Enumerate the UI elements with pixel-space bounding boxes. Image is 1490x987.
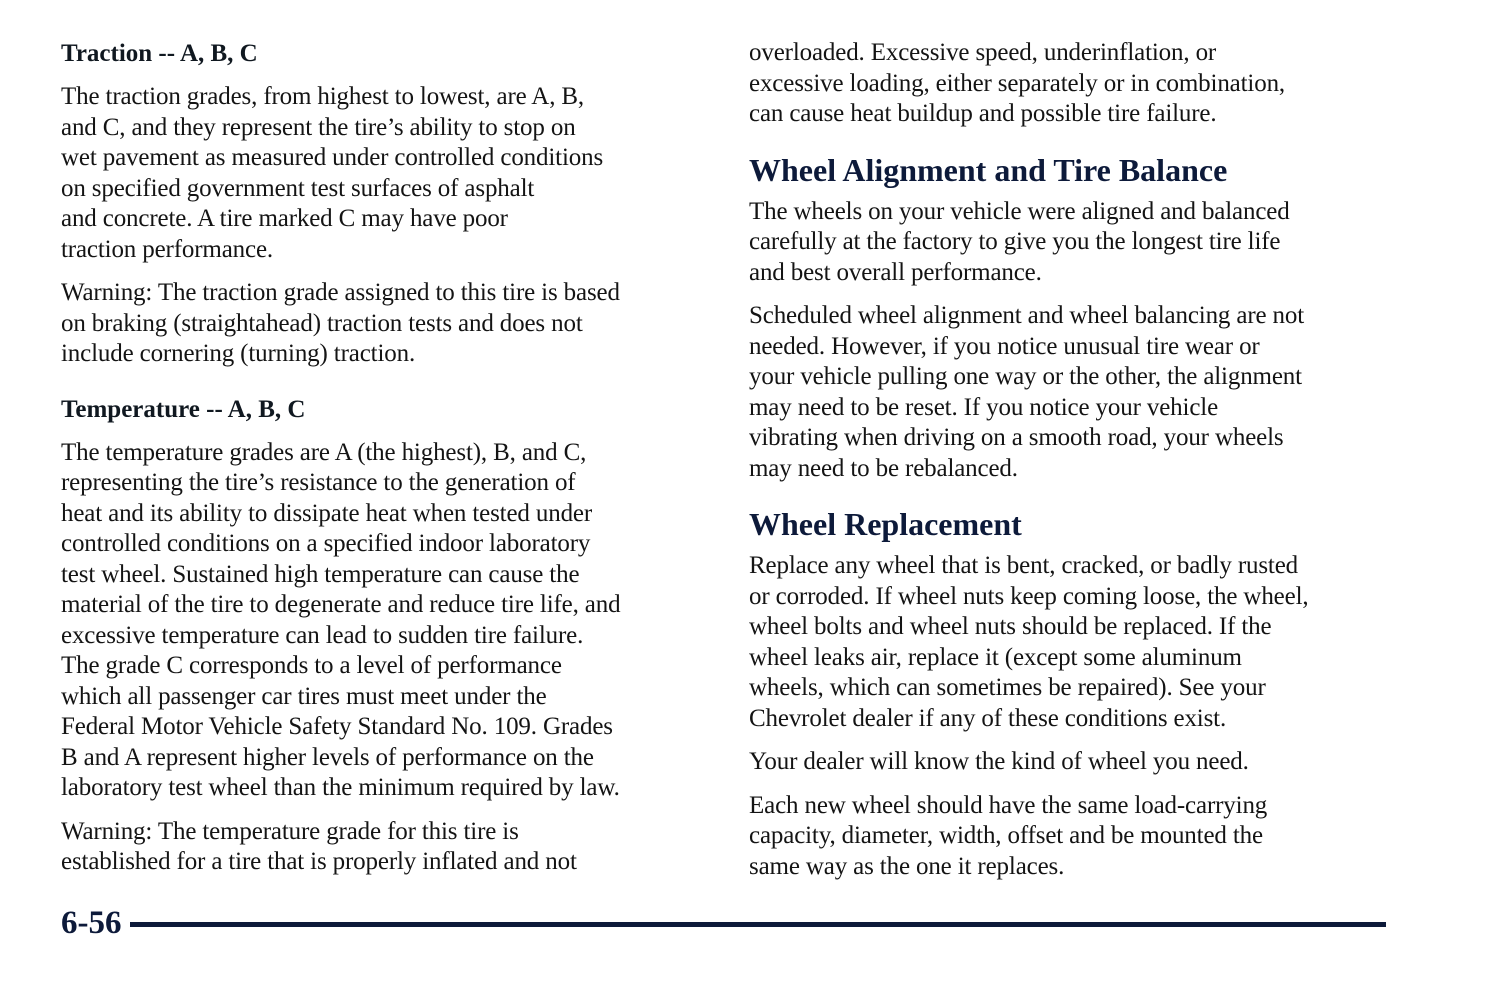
left-column (61, 38, 713, 878)
footer-rule (130, 922, 1387, 927)
page-footer (61, 902, 1386, 944)
right-column (749, 38, 1399, 882)
continuation-paragraph: overloaded. Excessive speed, underinflation, or excessive loading, either separately or in combination, can cause heat buildup and possible tire failure. (749, 39, 1286, 127)
page-number: 6-56 (61, 904, 122, 941)
replacement-paragraph-1: Replace any wheel that is bent, cracked, or badly rusted or corroded. If wheel nuts keep coming loose, the wheel, wheel bolts and wheel nuts should be replaced. If the wheel leaks air, replace it (except some aluminum wheels, which can sometimes be repaired). See your Chevrolet dealer if any of these conditions exist. (749, 552, 1309, 732)
replacement-paragraph-3: Each new wheel should have the same load-carrying capacity, diameter, width, offset and be mounted the same way as the one it replaces. (749, 791, 1268, 880)
temperature-warning: Warning: The temperature grade for this tire is established for a tire that is properly inflated and not (61, 817, 577, 875)
alignment-paragraph-1: The wheels on your vehicle were aligned and balanced carefully at the factory to give you the longest tire life and best overall performance. (749, 197, 1290, 286)
traction-paragraph: The traction grades, from highest to lowest, are A, B, and C, and they represent the tire’s ability to stop on wet pavement as measured under controlled conditions on specified government test surfaces of asphalt and concrete. A tire marked C may have poor traction performance. (61, 83, 604, 263)
traction-warning: Warning: The traction grade assigned to this tire is based on braking (straightahead) traction tests and does not include cornering (turning) traction. (61, 279, 620, 367)
replacement-paragraph-2: Your dealer will know the kind of wheel you need. (749, 748, 1249, 775)
traction-heading: Traction -- A, B, C (61, 40, 258, 67)
temperature-paragraph: The temperature grades are A (the highest), B, and C, representing the tire’s resistance to the generation of heat and its ability to dissipate heat when tested under controlled conditions on a specified indoor laboratory test wheel. Sustained high temperature can cause the material of the tire to degenerate and reduce tire life, and excessive temperature can lead to sudden tire failure. The grade C corresponds to a level of performance which all passenger car tires must meet under the Federal Motor Vehicle Safety Standard No. 109. Grades B and A represent higher levels of performance on the laboratory test wheel than the minimum required by law. (61, 438, 621, 801)
alignment-paragraph-2: Scheduled wheel alignment and wheel balancing are not needed. However, if you notice unusual tire wear or your vehicle pulling one way or the other, the alignment may need to be reset. If you notice your vehicle vibrating when driving on a smooth road, your wheels may need to be rebalanced. (749, 302, 1305, 482)
temperature-heading: Temperature -- A, B, C (61, 395, 306, 423)
alignment-heading: Wheel Alignment and Tire Balance (749, 151, 1228, 188)
replacement-heading: Wheel Replacement (749, 506, 1022, 542)
